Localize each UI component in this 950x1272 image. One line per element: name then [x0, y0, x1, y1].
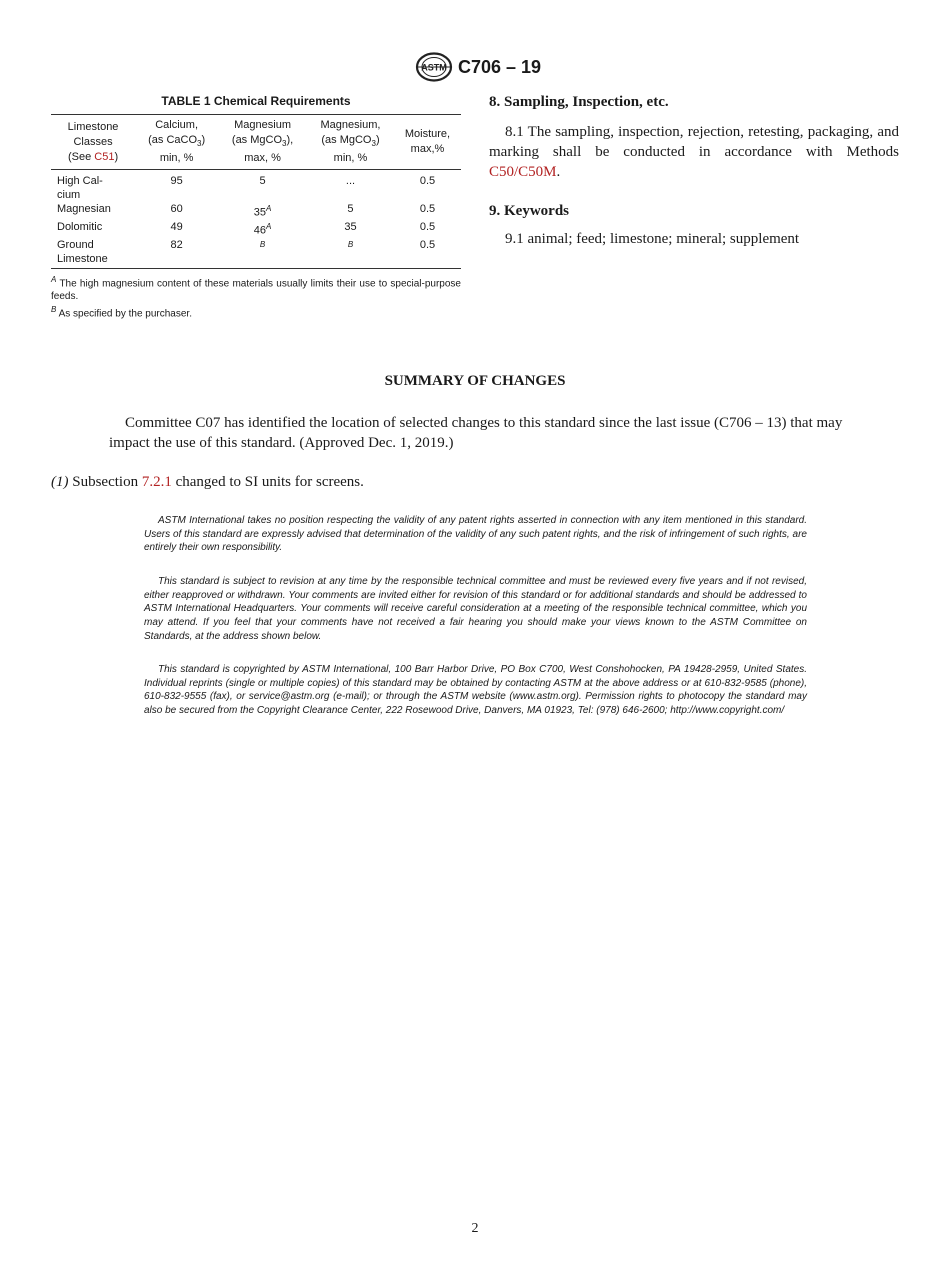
subsection-7-2-1-link[interactable]: 7.2.1 [141, 474, 172, 490]
cell-calcium: 49 [170, 220, 183, 233]
cell-magnesium-min: 35 [344, 220, 357, 233]
header-magnesium-max: Magnesium (as MgCO$_3$), max, % [231, 119, 294, 165]
astm-logo-icon [414, 52, 454, 82]
cell-moisture: 0.5 [419, 220, 436, 233]
header-calcium: Calcium, (as CaCO$_3$) min, % [148, 119, 206, 165]
c51-link[interactable]: C51 [94, 150, 115, 163]
cell-moisture: 0.5 [419, 238, 436, 251]
cell-class: Ground Limestone [57, 238, 108, 265]
logo-text: ASTM [421, 62, 447, 73]
patent-notice: ASTM International takes no position respecting the validity of any patent rights asserted in connection with any item mentioned in this standard. Users of this standard are expressly advised that determination of the validity of any such patent rights, and the risk of infringement of such rights, are entirely their own responsibility. [144, 515, 807, 554]
cell-class: High Cal- cium [57, 175, 103, 202]
table-header-row [51, 115, 461, 170]
cell-magnesium-min: 5 [347, 203, 354, 216]
revision-notice: This standard is subject to revision at any time by the responsible technical committee and must be reviewed every five years and if not revised, either reapproved or withdrawn. Your comments are invited either for revision of this standard or for additional standards and should be addressed to ASTM International Headquarters. Your comments will receive careful consideration at a meeting of the responsible technical committee, which you may attend. If you feel that your comments have not received a fair hearing you should make your views known to the ASTM Committee on Standards, at the address shown below. [144, 576, 807, 642]
header-moisture: Moisture, max,% [404, 128, 451, 156]
footnote-ref: B [347, 239, 354, 249]
cell-moisture: 0.5 [419, 175, 436, 188]
cell-magnesium-max: 35$^A$ [253, 204, 272, 219]
section-8-1-paragraph: 8.1 The sampling, inspection, rejection, retesting, packaging, and marking shall be conducted in accordance with Methods C50/C50M. [489, 124, 899, 180]
cell-magnesium-max: 5 [259, 175, 266, 188]
table-row [51, 202, 461, 220]
table-row [51, 238, 461, 269]
change-item-number: (1) [51, 474, 69, 490]
section-9-1-paragraph: 9.1 animal; feed; limestone; mineral; supplement [505, 231, 800, 247]
summary-of-changes-title: SUMMARY OF CHANGES [384, 373, 566, 389]
page-number: 2 [471, 1221, 479, 1236]
cell-class: Dolomitic [57, 220, 103, 233]
cell-magnesium-max: 46$^A$ [253, 221, 272, 237]
cell-magnesium-max [218, 238, 307, 269]
table-row [51, 220, 461, 238]
cell-calcium: 60 [170, 203, 183, 216]
footnote-a: $^A$ The high magnesium content of these materials usually limits their use to special-purpose feeds. [51, 274, 461, 302]
footnote-ref: A [266, 204, 272, 214]
cell-calcium: 82 [170, 238, 183, 251]
footnote-ref: A [266, 221, 272, 231]
page-header [0, 52, 950, 84]
cell-magnesium-min [307, 238, 394, 269]
section-9-heading: 9. Keywords [489, 203, 569, 219]
summary-intro-paragraph: Committee C07 has identified the location of selected changes to this standard since the last issue (C706 – 13) that may impact the use of this standard. (Approved Dec. 1, 2019.) [109, 415, 843, 451]
cell-moisture: 0.5 [419, 203, 436, 216]
section-8-heading: 8. Sampling, Inspection, etc. [489, 94, 669, 110]
cell-calcium: 95 [170, 175, 183, 188]
right-column [489, 92, 899, 249]
c50-c50m-link[interactable]: C50/C50M [489, 164, 557, 180]
footnote-b: $^B$ As specified by the purchaser. [51, 304, 192, 320]
standard-designation: C706 – 19 [458, 57, 542, 77]
cell-magnesium-min: ... [345, 175, 356, 188]
header-magnesium-min: Magnesium, (as MgCO$_3$) min, % [320, 119, 381, 165]
table-footnotes [51, 273, 461, 321]
table-title: TABLE 1 Chemical Requirements [161, 94, 351, 108]
footnote-ref: B [259, 239, 266, 249]
cell-class: Magnesian [57, 203, 111, 216]
copyright-notice: This standard is copyrighted by ASTM International, 100 Barr Harbor Drive, PO Box C700, West Conshohocken, PA 19428-2959, United States. Individual reprints (single or multiple copies) of this standard may be obtained by contacting ASTM at the above address or at 610-832-9585 (phone), 610-832-9555 (fax), or service@astm.org (e-mail); or through the ASTM website (www.astm.org). Permission rights to photocopy the standard may also be secured from the Copyright Clearance Center, 222 Rosewood Drive, Danvers, MA 01923, Tel: (978) 646-2600; http://www.copyright.com/ [144, 664, 807, 717]
chemical-requirements-table-block [51, 94, 461, 320]
chemical-requirements-table [51, 114, 461, 269]
header-limestone-classes: Limestone Classes (See C51) [67, 120, 119, 163]
table-row [51, 170, 461, 203]
change-item: (1) Subsection 7.2.1 changed to SI units for screens. [51, 474, 364, 490]
